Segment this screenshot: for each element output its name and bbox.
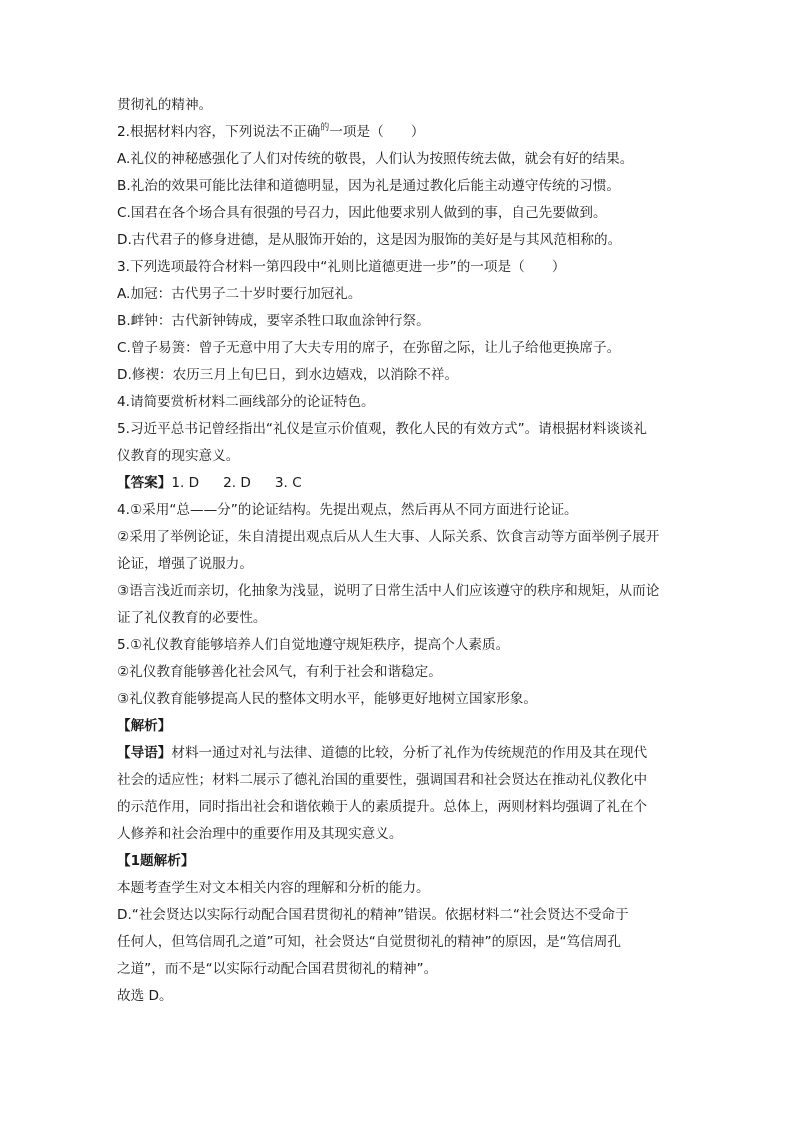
text-line (117, 821, 687, 848)
text-span: C.曾子易箦：曾子无意中用了大夫专用的席子，在弥留之际，让儿子给他更换席子。 (117, 340, 621, 356)
text-span: 贯彻礼的精神。 (117, 97, 213, 113)
question-5 (117, 416, 687, 443)
text-span: 的示范作用，同时指出社会和谐依赖于人的素质提升。总体上，两则材料均强调了礼在个 (117, 799, 648, 815)
text-span: ③语言浅近而亲切，化抽象为浅显，说明了日常生活中人们应该遵守的秩序和规矩，从而论 (117, 583, 660, 599)
text-line (117, 740, 687, 767)
text-line (117, 956, 687, 983)
text-span: 【解析】 (117, 718, 172, 734)
text-span: 之道”，而不是“以实际行动配合国君贯彻礼的精神”。 (117, 961, 438, 977)
analysis-heading (117, 713, 687, 740)
option-b (117, 308, 687, 335)
text-span: B.衅钟：古代新钟铸成，要宰杀牲口取血涂钟行祭。 (117, 313, 430, 329)
text-span: ②采用了举例论证，朱自清提出观点后从人生大事、人际关系、饮食言动等方面举例子展开 (117, 529, 660, 545)
text-span: 【1题解析】 (117, 853, 195, 869)
text-span: 本题考查学生对文本相关内容的理解和分析的能力。 (117, 880, 430, 896)
question-3 (117, 254, 687, 281)
answer-3: 3. C (274, 475, 302, 491)
text-line (117, 794, 687, 821)
answer-heading: 【答案】 (117, 475, 172, 491)
text-span: ②礼仪教育能够善化社会风气，有利于社会和谐稳定。 (117, 664, 442, 680)
text-line (117, 983, 687, 1010)
question-2 (117, 119, 687, 146)
text-span: D.修禊：农历三月上旬巳日，到水边嬉戏，以消除不祥。 (117, 367, 459, 383)
text-line (117, 551, 687, 578)
text-span: 故选 D。 (117, 988, 173, 1004)
text-span: B.礼治的效果可能比法律和道德明显，因为礼是通过教化后能主动遵守传统的习惯。 (117, 178, 621, 194)
text-line (117, 929, 687, 956)
text-span: 一项是（ ） (329, 124, 425, 140)
text-line (117, 443, 687, 470)
text-span: 2.根据材料内容，下列说法不正确 (117, 124, 321, 140)
option-a (117, 281, 687, 308)
text-line (117, 578, 687, 605)
text-span: D.古代君子的修身进德，是从服饰开始的，这是因为服饰的美好是与其风范相称的。 (117, 232, 622, 248)
answer-2: 2. D (223, 475, 251, 491)
text-span: A.礼仪的神秘感强化了人们对传统的敬畏，人们认为按照传统去做，就会有好的结果。 (117, 151, 634, 167)
guide-heading: 【导语】 (117, 745, 172, 761)
text-span: 材料一通过对礼与法律、道德的比较，分析了礼作为传统规范的作用及其在现代 (171, 745, 648, 761)
option-b (117, 173, 687, 200)
text-line (117, 92, 687, 119)
document-body (117, 92, 687, 1010)
text-line (117, 659, 687, 686)
text-span: A.加冠：古代男子二十岁时要行加冠礼。 (117, 286, 362, 302)
question-4 (117, 389, 687, 416)
text-span: 5.①礼仪教育能够培养人们自觉地遵守规矩秩序，提高个人素质。 (117, 637, 510, 653)
answer-1: 1. D (171, 475, 200, 491)
text-line (117, 686, 687, 713)
text-span: ③礼仪教育能够提高人民的整体文明水平，能够更好地树立国家形象。 (117, 691, 537, 707)
text-line (117, 605, 687, 632)
q1-analysis-heading (117, 848, 687, 875)
text-span: 任何人，但笃信周孔之道”可知，社会贤达“自觉贯彻礼的精神”的原因，是“笃信周孔 (117, 934, 621, 950)
text-span: D.“社会贤达以实际行动配合国君贯彻礼的精神”错误。依据材料二“社会贤达不受命于 (117, 907, 629, 923)
answer-line (117, 470, 687, 497)
option-d (117, 362, 687, 389)
text-line (117, 767, 687, 794)
text-line (117, 632, 687, 659)
text-line (117, 497, 687, 524)
text-span: 5.习近平总书记曾经指出“礼仪是宣示价值观，教化人民的有效方式”。请根据材料谈谈礼 (117, 421, 648, 437)
text-span: 4.请简要赏析材料二画线部分的论证特色。 (117, 394, 375, 410)
option-c (117, 200, 687, 227)
text-span: 证了礼仪教育的必要性。 (117, 610, 267, 626)
text-span: 论证，增强了说服力。 (117, 556, 253, 572)
text-span: 3.下列选项最符合材料一第四段中“礼则比道德更进一步”的一项是（ ） (117, 259, 566, 275)
text-line (117, 875, 687, 902)
option-a (117, 146, 687, 173)
text-span: C.国君在各个场合具有很强的号召力，因此他要求别人做到的事，自己先要做到。 (117, 205, 607, 221)
option-d (117, 227, 687, 254)
text-span: 仪教育的现实意义。 (117, 448, 240, 464)
option-c (117, 335, 687, 362)
text-span: 人修养和社会治理中的重要作用及其现实意义。 (117, 826, 403, 842)
text-line (117, 902, 687, 929)
text-line (117, 524, 687, 551)
text-span: 4.①采用“总——分”的论证结构。先提出观点，然后再从不同方面进行论证。 (117, 502, 578, 518)
superscript-char: 的 (320, 123, 330, 133)
text-span: 社会的适应性；材料二展示了德礼治国的重要性，强调国君和社会贤达在推动礼仪教化中 (117, 772, 648, 788)
